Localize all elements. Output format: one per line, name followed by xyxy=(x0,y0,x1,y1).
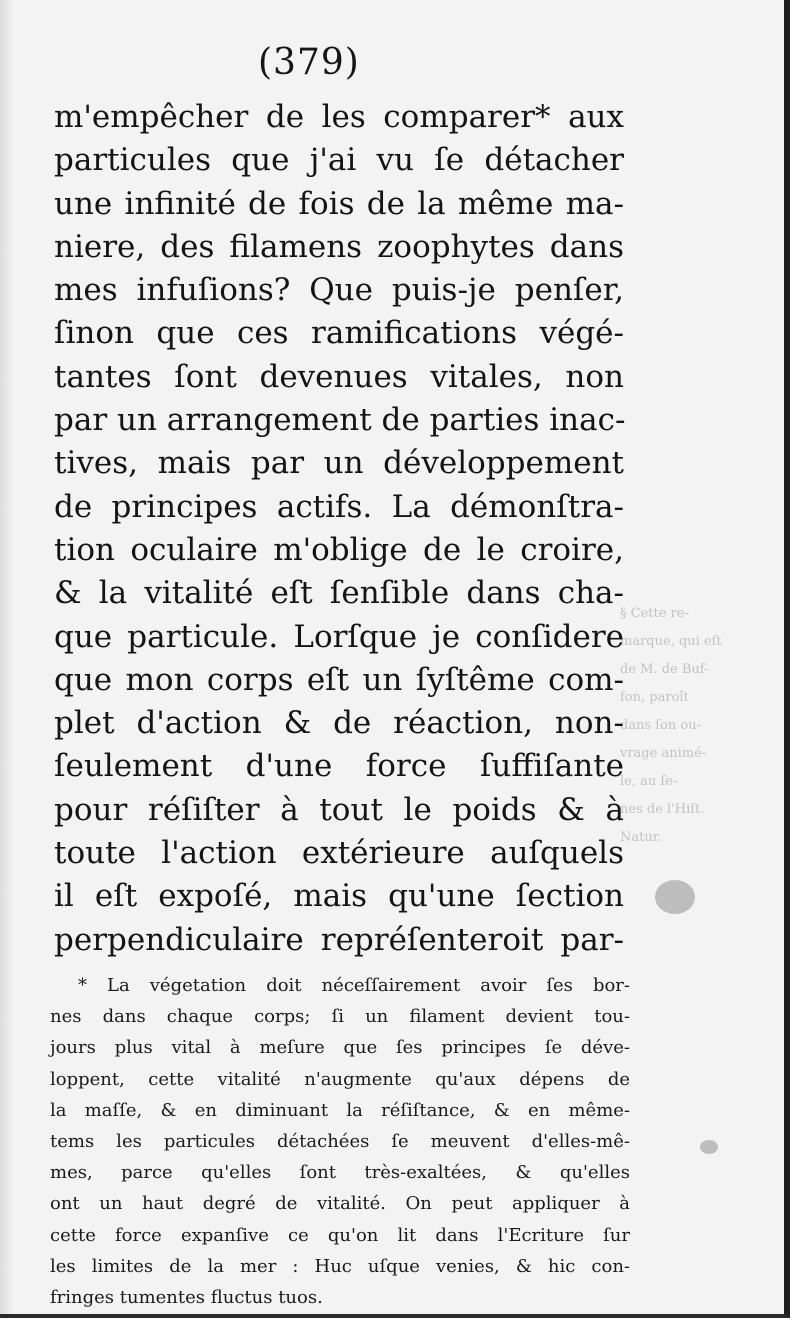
text-line: tives, mais par un développement xyxy=(54,445,624,482)
text-line: toute l'action extérieure auſquels xyxy=(54,835,624,872)
text-line: mes infuſions? Que puis-je penſer, xyxy=(54,272,624,309)
text-line: ſeulement d'une force ſuffiſante xyxy=(54,748,624,785)
footnote-line: loppent, cette vitalité n'augmente qu'aux dépens de xyxy=(50,1068,630,1090)
footnote-line: nes dans chaque corps; ſi un filament devient tou- xyxy=(50,1006,630,1028)
text-line: tantes ſont devenues vitales, non xyxy=(54,358,624,395)
paper-stain xyxy=(700,1140,718,1154)
footnote-line: tems les particules détachées ſe meuvent d'elles-mê- xyxy=(50,1131,630,1153)
text-line: ſinon que ces ramifications végé- xyxy=(54,315,624,352)
footnote-line: ont un haut degré de vitalité. On peut appliquer à xyxy=(50,1193,630,1215)
text-line: particules que j'ai vu ſe détacher xyxy=(54,142,624,179)
page-gutter-shadow xyxy=(0,0,14,1314)
text-line: niere, des filamens zoophytes dans xyxy=(54,228,624,265)
text-line: pour réſiſter à tout le poids & à xyxy=(54,791,624,828)
text-line: que particule. Lorſque je conſidere xyxy=(54,618,624,655)
text-line: il eſt expoſé, mais qu'une ſection xyxy=(54,878,624,915)
bleed-through-text: § Cette re- marque, qui eſt de M. de Buf- fon, paroît dans ſon ou- vrage animé- le, au ſe- nes de l'Hiſt. Natur. xyxy=(620,606,722,845)
footnote-line: jours plus vital à meſure que ſes principes ſe déve- xyxy=(50,1037,630,1059)
footnote-line: * La végetation doit néceſſairement avoir ſes bor- xyxy=(78,975,630,996)
text-line: & la vitalité eſt ſenſible dans cha- xyxy=(54,575,624,612)
text-line: de principes actifs. La démonſtra- xyxy=(54,488,624,525)
text-line: perpendiculaire repréſenteroit par- xyxy=(54,921,624,958)
footnote-line: cette force expanſive ce qu'on lit dans l'Ecriture ſur xyxy=(50,1224,630,1246)
text-line: que mon corps eſt un ſyſtême com- xyxy=(54,661,624,698)
page-number: (379) xyxy=(258,42,360,83)
text-line: une infinité de fois de la même ma- xyxy=(54,185,624,222)
footnote xyxy=(50,970,630,1313)
text-line: tion oculaire m'oblige de le croire, xyxy=(54,531,624,568)
footnote-line: mes, parce qu'elles ſont très-exaltées, & qu'elles xyxy=(50,1162,630,1184)
text-line: m'empêcher de les comparer* aux xyxy=(54,99,624,135)
text-line: plet d'action & de réaction, non- xyxy=(54,705,624,742)
footnote-line: la maſſe, & en diminuant la réſiſtance, & en même- xyxy=(50,1099,630,1121)
text-line: par un arrangement de parties inac- xyxy=(54,402,626,439)
paper-stain xyxy=(655,880,695,914)
footnote-line: les limites de la mer : Huc uſque venies, & hic con- xyxy=(50,1255,630,1277)
footnote-line: fringes tumentes fluctus tuos. xyxy=(50,1287,323,1309)
main-text xyxy=(54,96,624,962)
